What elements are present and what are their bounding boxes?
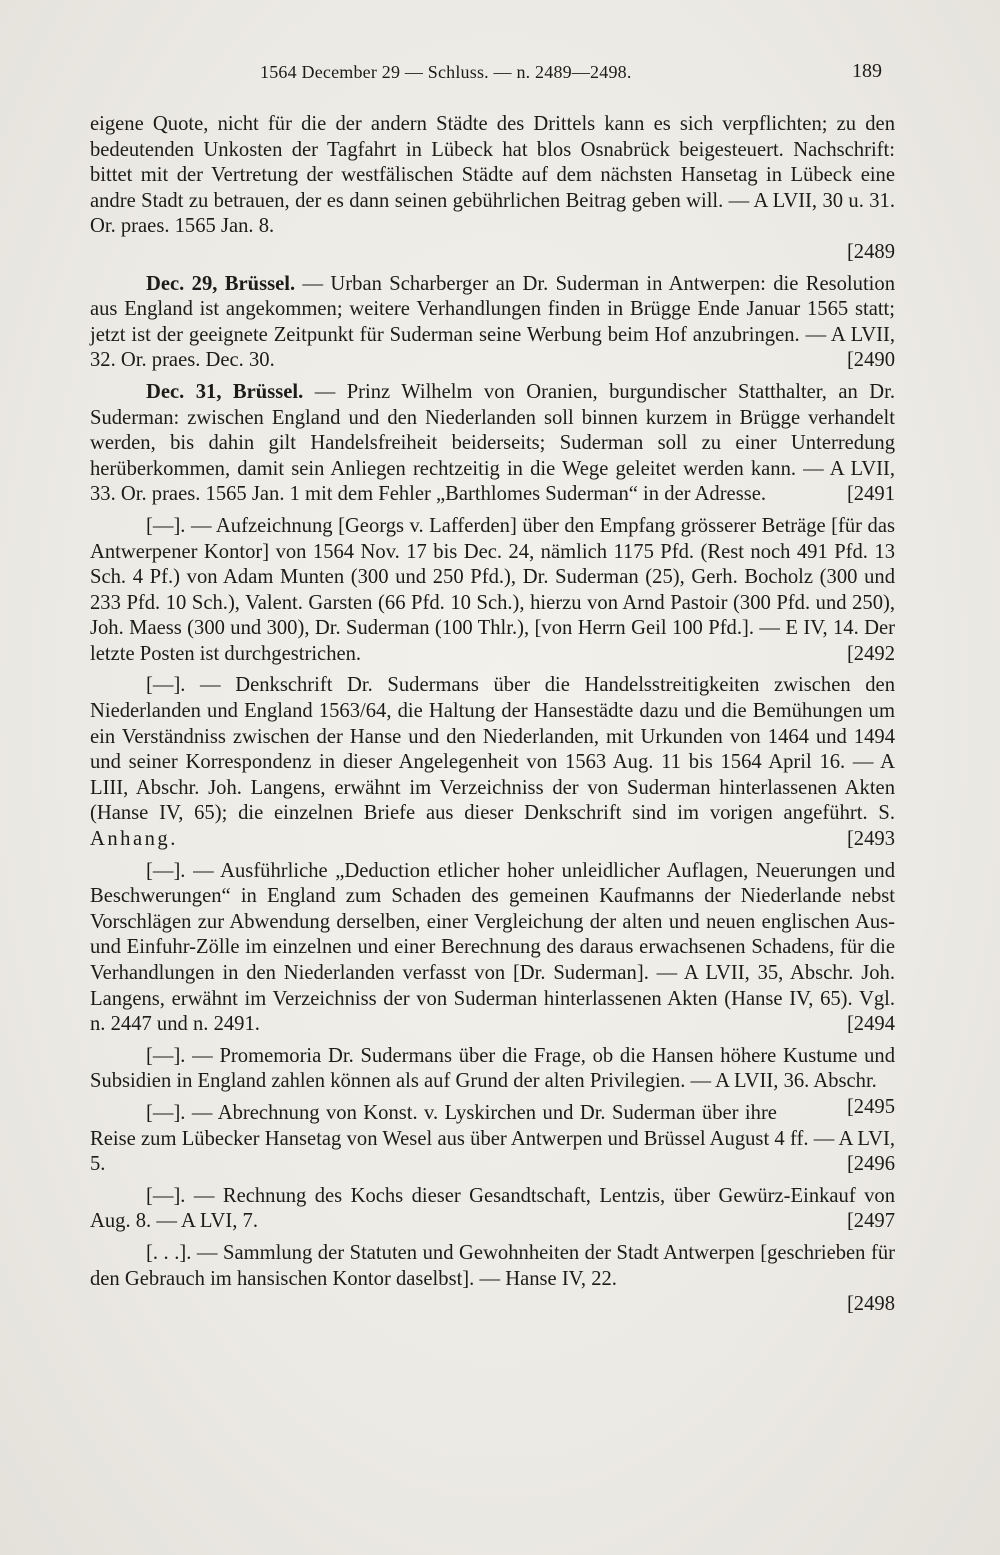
entry-date-place: Dec. 29, Brüssel.	[146, 272, 296, 295]
entry-2492	[90, 514, 895, 668]
entry-text: eigene Quote, nicht für die der andern Städte des Drittels kann es sich verpflichten; zu den bedeutenden Unkosten der Tagfahrt in Lübeck hat blos Osnabrück beigesteuert. Nachschrift: bittet mit der Vertretung der westfälischen Städte auf dem nächsten Hansetag in Lübeck eine andre Stadt zu betrauen, der es dann seinen gebührlichen Beitrag geben will. — A LVII, 30 u. 31. Or. praes. 1565 Jan. 8.	[90, 113, 895, 238]
entry-2493	[90, 673, 895, 852]
entry-text: [—]. — Rechnung des Kochs dieser Gesandtschaft, Lentzis, über Gewürz-Einkauf von Aug. 8. — A LVI, 7.	[90, 1184, 895, 1233]
entry-text: [. . .]. — Sammlung der Statuten und Gewohnheiten der Stadt Antwerpen [geschrieben für den Gebrauch im hansischen Kontor daselbst]. — Hanse IV, 22.	[90, 1241, 895, 1290]
entry-text: [—]. — Abrechnung von Konst. v. Lyskirchen und Dr. Suderman über ihre Reise zum Lübecker Hansetag von Wesel aus über Antwerpen und Brüssel August 4 ff. — A LVI, 5.	[90, 1101, 895, 1176]
entry-date-place: Dec. 31, Brüssel.	[146, 380, 304, 403]
entry-2496	[90, 1101, 895, 1178]
entry-number: [2489	[846, 240, 895, 263]
entry-2490	[90, 272, 895, 374]
entry-2497	[90, 1184, 895, 1235]
entry-number: [2497	[846, 1210, 895, 1233]
page-number: 189	[852, 60, 882, 82]
entry-appendix-ref: Anhang.	[90, 828, 178, 851]
entry-number: [2494	[846, 1013, 895, 1036]
entry-text: [—]. — Ausführliche „Deduction etlicher hoher unleidlicher Auflagen, Neuerungen und Beschwerungen“ in England zum Schaden des gemeinen Kaufmanns der Niederlande nebst Vorschlägen zur Abwendung derselben, einer Vergleichung der alten und neuen englischen Aus- und Einfuhr-Zölle im einzelnen und einer Berechnung des daraus erwachsenen Schadens, für die Verhandlungen in den Niederlanden verfasst von [Dr. Suderman]. — A LVII, 35, Abschr. Joh. Langens, erwähnt im Verzeichniss der von Suderman hinterlassenen Akten (Hanse IV, 65). Vgl. n. 2447 und n. 2491.	[90, 859, 895, 1036]
running-header	[90, 62, 890, 92]
entry-number: [2493	[846, 828, 895, 851]
entry-2489	[90, 112, 895, 266]
entry-text: [—]. — Promemoria Dr. Sudermans über die Frage, ob die Hansen höhere Kustume und Subsidien in England zahlen können als auf Grund der alten Privilegien. — A LVII, 36. Abschr.	[90, 1044, 895, 1093]
entry-text: — Prinz Wilhelm von Oranien, burgundischer Statthalter, an Dr. Suderman: zwischen England und den Niederlanden soll binnen kurzem in Brügge verhandelt werden, bis dahin gilt Handelsfreiheit beiderseits; Suderman soll zu einer Unterredung herüberkommen, damit sein Anliegen rechtzeitig in die Wege geleitet werden kann. — A LVII, 33. Or. praes. 1565 Jan. 1 mit dem Fehler „Barthlomes Suderman“ in der Adresse.	[90, 380, 895, 506]
entry-2498	[90, 1241, 895, 1318]
entry-number: [2495	[846, 1095, 895, 1118]
entry-text: [—]. — Denkschrift Dr. Sudermans über die Handelsstreitigkeiten zwischen den Niederlanden und England 1563/64, die Haltung der Hansestädte dazu und die Bemühungen um ein Verständniss zwischen der Hanse und den Niederlanden, mit Urkunden von 1464 und 1494 und seiner Korrespondenz in dieser Angelegenheit von 1563 Aug. 11 bis 1564 April 16. — A LIII, Abschr. Joh. Langens, erwähnt im Verzeichniss der von Suderman hinterlassenen Akten (Hanse IV, 65); die einzelnen Briefe aus dieser Denkschrift sind im vorigen angeführt. S.	[90, 674, 895, 825]
entry-2494	[90, 859, 895, 1038]
entry-text: — Urban Scharberger an Dr. Suderman in Antwerpen: die Resolution aus England ist angekommen; weitere Verhandlungen finden in Brügge Ende Januar 1565 statt; jetzt ist der geeignete Zeitpunkt für Suderman seine Werbung beim Hof anzubringen. — A LVII, 32. Or. praes. Dec. 30.	[90, 272, 895, 372]
entry-text: [—]. — Aufzeichnung [Georgs v. Lafferden] über den Empfang grösserer Beträge [für das Antwerpener Kontor] von 1564 Nov. 17 bis Dec. 24, nämlich 1175 Pfd. (Rest noch 491 Pfd. 13 Sch. 4 Pf.) von Adam Munten (300 und 250 Pfd.), Dr. Suderman (25), Gerh. Bocholz (300 und 233 Pfd. 10 Sch.), Valent. Garsten (66 Pfd. 10 Sch.), hierzu von Arnd Pastoir (300 Pfd. und 250), Joh. Maess (300 und 300), Dr. Suderman (100 Thlr.), [von Herrn Geil 100 Pfd.]. — E IV, 14. Der letzte Posten ist durchgestrichen.	[90, 514, 895, 665]
entry-2495	[90, 1044, 895, 1118]
body-text	[90, 112, 895, 1324]
entry-number: [2490	[846, 349, 895, 372]
entry-2491	[90, 380, 895, 508]
entry-number: [2491	[846, 483, 895, 506]
header-title: 1564 December 29 — Schluss. — n. 2489—2498.	[260, 62, 632, 82]
entry-number: [2498	[846, 1293, 895, 1316]
entry-number: [2492	[846, 642, 895, 665]
entry-number: [2496	[846, 1153, 895, 1176]
